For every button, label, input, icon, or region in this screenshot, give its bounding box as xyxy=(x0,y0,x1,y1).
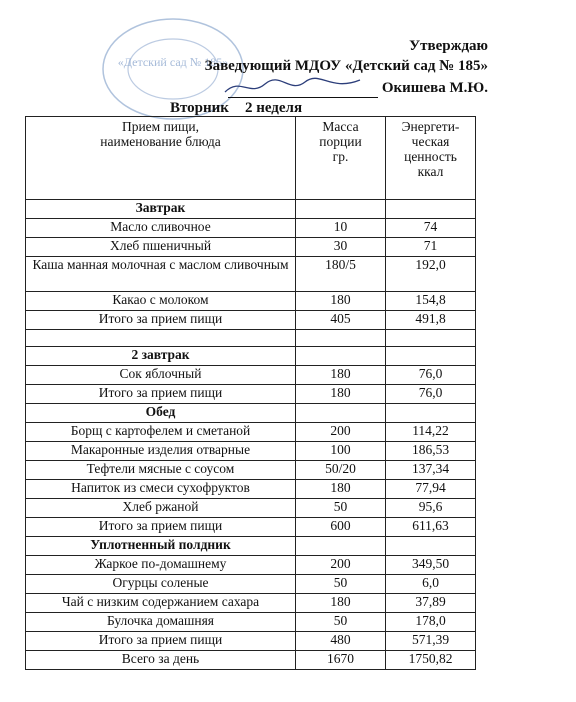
table-row xyxy=(26,238,476,257)
cell-name: Огурцы соленые xyxy=(26,575,296,594)
cell-mass: 600 xyxy=(296,518,386,537)
section-row xyxy=(26,347,476,366)
cell-energy: 6,0 xyxy=(386,575,476,594)
table-row xyxy=(26,423,476,442)
table-row xyxy=(26,613,476,632)
cell-energy xyxy=(386,200,476,219)
cell-name: Хлеб ржаной xyxy=(26,499,296,518)
cell-energy: 76,0 xyxy=(386,385,476,404)
cell-name: Напиток из смеси сухофруктов xyxy=(26,480,296,499)
cell-name xyxy=(26,330,296,347)
cell-name: Итого за прием пищи xyxy=(26,518,296,537)
cell-mass: 180 xyxy=(296,594,386,613)
table-row xyxy=(26,461,476,480)
table-row xyxy=(26,366,476,385)
cell-energy: 137,34 xyxy=(386,461,476,480)
cell-energy: 192,0 xyxy=(386,257,476,292)
cell-energy: 491,8 xyxy=(386,311,476,330)
table-row xyxy=(26,556,476,575)
section-row xyxy=(26,537,476,556)
table-row xyxy=(26,651,476,670)
cell-name: Хлеб пшеничный xyxy=(26,238,296,257)
cell-mass: 180/5 xyxy=(296,257,386,292)
cell-mass: 10 xyxy=(296,219,386,238)
cell-energy xyxy=(386,330,476,347)
cell-mass xyxy=(296,537,386,556)
cell-mass xyxy=(296,404,386,423)
cell-mass: 50 xyxy=(296,499,386,518)
signer-line xyxy=(228,78,488,98)
cell-mass: 180 xyxy=(296,366,386,385)
cell-mass: 50/20 xyxy=(296,461,386,480)
cell-energy: 571,39 xyxy=(386,632,476,651)
cell-mass: 200 xyxy=(296,423,386,442)
cell-name: Масло сливочное xyxy=(26,219,296,238)
cell-name: Тефтели мясные с соусом xyxy=(26,461,296,480)
cell-name: Сок яблочный xyxy=(26,366,296,385)
cell-energy: 611,63 xyxy=(386,518,476,537)
column-header-mass: Масса порции гр. xyxy=(296,117,386,200)
signer-name: Окишева М.Ю. xyxy=(381,80,488,96)
cell-mass: 50 xyxy=(296,575,386,594)
cell-name: Итого за прием пищи xyxy=(26,632,296,651)
cell-mass: 480 xyxy=(296,632,386,651)
cell-mass: 405 xyxy=(296,311,386,330)
stamp-text: «Детский сад № 185» xyxy=(117,55,229,69)
cell-name: Всего за день xyxy=(26,651,296,670)
table-row xyxy=(26,219,476,238)
cell-energy: 178,0 xyxy=(386,613,476,632)
cell-name: Какао с молоком xyxy=(26,292,296,311)
table-row xyxy=(26,330,476,347)
cell-energy xyxy=(386,404,476,423)
cell-mass: 50 xyxy=(296,613,386,632)
cell-energy: 71 xyxy=(386,238,476,257)
table-row xyxy=(26,499,476,518)
cell-mass xyxy=(296,347,386,366)
table-row xyxy=(26,292,476,311)
cell-name: Булочка домашняя xyxy=(26,613,296,632)
cell-mass: 100 xyxy=(296,442,386,461)
cell-energy: 77,94 xyxy=(386,480,476,499)
cell-name: Уплотненный полдник xyxy=(26,537,296,556)
position-label: Заведующий МДОУ «Детский сад № 185» xyxy=(204,58,488,74)
table-row xyxy=(26,594,476,613)
column-header-energy: Энергети- ческая ценность ккал xyxy=(386,117,476,200)
day-week xyxy=(170,100,302,117)
cell-name: Итого за прием пищи xyxy=(26,385,296,404)
cell-name: Итого за прием пищи xyxy=(26,311,296,330)
cell-energy: 76,0 xyxy=(386,366,476,385)
cell-energy: 349,50 xyxy=(386,556,476,575)
cell-name: Каша манная молочная с маслом сливочным xyxy=(26,257,296,292)
cell-name: Обед xyxy=(26,404,296,423)
cell-mass: 1670 xyxy=(296,651,386,670)
cell-energy xyxy=(386,347,476,366)
table-row xyxy=(26,385,476,404)
menu-table xyxy=(25,116,476,670)
section-row xyxy=(26,404,476,423)
table-row xyxy=(26,518,476,537)
table-row xyxy=(26,480,476,499)
cell-name: Жаркое по-домашнему xyxy=(26,556,296,575)
cell-name: Чай с низким содержанием сахара xyxy=(26,594,296,613)
cell-mass: 30 xyxy=(296,238,386,257)
cell-energy: 114,22 xyxy=(386,423,476,442)
cell-mass: 180 xyxy=(296,480,386,499)
cell-energy: 1750,82 xyxy=(386,651,476,670)
cell-mass: 200 xyxy=(296,556,386,575)
cell-energy: 186,53 xyxy=(386,442,476,461)
column-header-dish: Прием пищи, наименование блюда xyxy=(26,117,296,200)
table-row xyxy=(26,575,476,594)
signature-line xyxy=(228,83,378,98)
cell-name: 2 завтрак xyxy=(26,347,296,366)
cell-name: Борщ с картофелем и сметаной xyxy=(26,423,296,442)
table-row xyxy=(26,311,476,330)
cell-mass: 180 xyxy=(296,385,386,404)
cell-name: Макаронные изделия отварные xyxy=(26,442,296,461)
cell-mass: 180 xyxy=(296,292,386,311)
cell-name: Завтрак xyxy=(26,200,296,219)
weekday: Вторник xyxy=(170,100,229,116)
table-row xyxy=(26,442,476,461)
table-row xyxy=(26,257,476,292)
section-row xyxy=(26,200,476,219)
cell-energy: 37,89 xyxy=(386,594,476,613)
approve-label: Утверждаю xyxy=(409,38,488,54)
cell-energy: 74 xyxy=(386,219,476,238)
cell-energy xyxy=(386,537,476,556)
table-row xyxy=(26,632,476,651)
cell-energy: 154,8 xyxy=(386,292,476,311)
week-label: 2 неделя xyxy=(244,100,303,116)
cell-mass xyxy=(296,330,386,347)
cell-energy: 95,6 xyxy=(386,499,476,518)
cell-mass xyxy=(296,200,386,219)
